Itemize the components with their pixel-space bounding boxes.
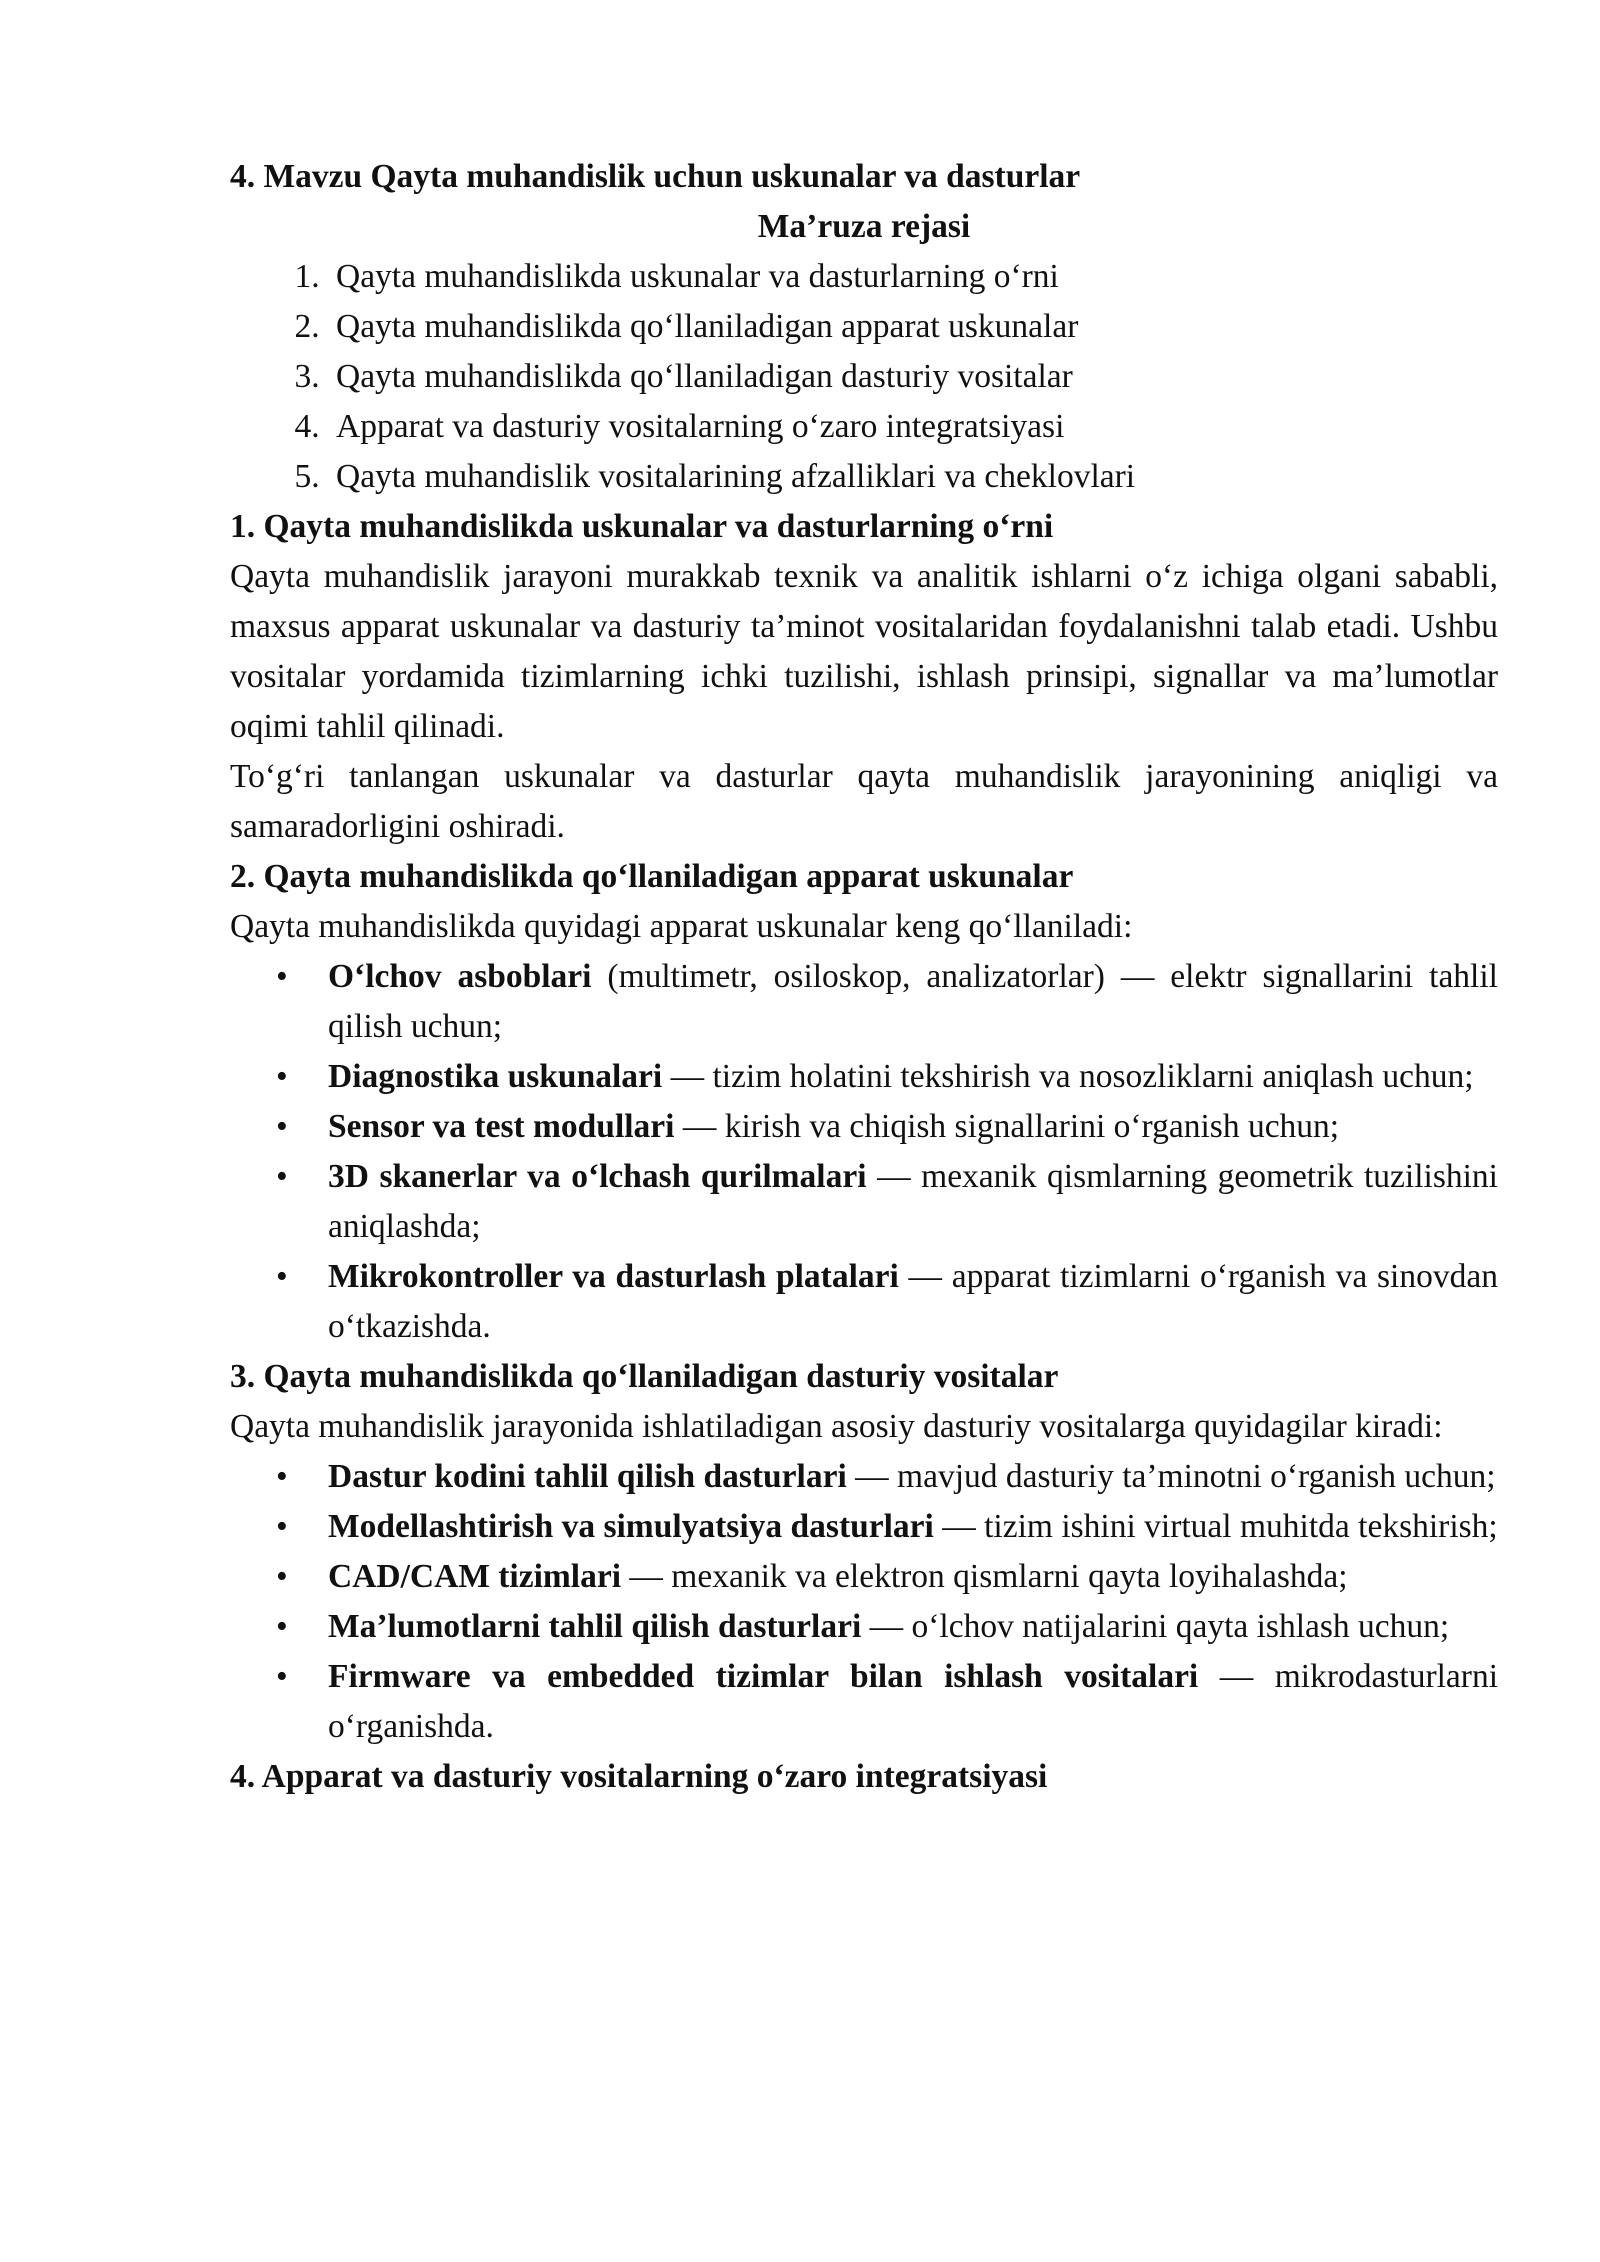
list-item xyxy=(328,1252,1498,1352)
list-item xyxy=(328,952,1498,1052)
plan-item: 2. Qayta muhandislikda qo‘llaniladigan apparat uskunalar xyxy=(328,302,1498,352)
section-3-intro: Qayta muhandislik jarayonida ishlatiladigan asosiy dasturiy vositalarga quyidagilar kiradi: xyxy=(230,1408,1443,1445)
list-item xyxy=(328,1552,1498,1602)
list-item-desc: — mikrodasturlarni o‘rganishda. xyxy=(328,1658,1498,1745)
list-item-term: Mikrokontroller va dasturlash platalari xyxy=(328,1258,899,1295)
list-item-term: Sensor va test modullari xyxy=(328,1108,675,1145)
plan-item: 5. Qayta muhandislik vositalarining afzalliklari va cheklovlari xyxy=(328,452,1498,502)
list-item-desc: — tizim ishini virtual muhitda tekshirish; xyxy=(933,1508,1498,1545)
plan-heading: Ma’ruza rejasi xyxy=(757,208,971,245)
software-list xyxy=(230,1452,1498,1752)
plan-item: 1. Qayta muhandislikda uskunalar va dasturlarning o‘rni xyxy=(328,252,1498,302)
list-item-desc: — tizim holatini tekshirish va nosozliklarni aniqlash uchun; xyxy=(662,1058,1474,1095)
list-item xyxy=(328,1452,1498,1502)
list-item xyxy=(328,1152,1498,1252)
section-2-heading: 2. Qayta muhandislikda qo‘llaniladigan apparat uskunalar xyxy=(230,858,1074,895)
document-title: 4. Mavzu Qayta muhandislik uchun uskunalar va dasturlar xyxy=(230,158,1081,195)
list-item-desc: — mavjud dasturiy ta’minotni o‘rganish uchun; xyxy=(846,1458,1496,1495)
list-item xyxy=(328,1602,1498,1652)
plan-item: 3. Qayta muhandislikda qo‘llaniladigan dasturiy vositalar xyxy=(328,352,1498,402)
list-item-desc: — mexanik va elektron qismlarni qayta loyihalashda; xyxy=(621,1558,1348,1595)
hardware-list xyxy=(230,952,1498,1352)
list-item-desc: — apparat tizimlarni o‘rganish va sinovdan o‘tkazishda. xyxy=(328,1258,1498,1345)
list-item-term: 3D skanerlar va o‘lchash qurilmalari xyxy=(328,1158,867,1195)
section-1-paragraph: Qayta muhandislik jarayoni murakkab texnik va analitik ishlarni o‘z ichiga olgani sababli, maxsus apparat uskunalar va dasturiy ta’minot vositalaridan foydalanishni talab etadi. Ushbu vositalar yordamida tizimlarning ichki tuzilishi, ishlash prinsipi, signallar va ma’lumotlar oqimi tahlil qilinadi. xyxy=(230,558,1498,745)
list-item xyxy=(328,1052,1498,1102)
list-item xyxy=(328,1502,1498,1552)
list-item-term: O‘lchov asboblari xyxy=(328,958,592,995)
list-item-term: Firmware va embedded tizimlar bilan ishlash vositalari xyxy=(328,1658,1199,1695)
section-1-paragraph: To‘g‘ri tanlangan uskunalar va dasturlar qayta muhandislik jarayonining aniqligi va samaradorligini oshiradi. xyxy=(230,758,1498,845)
list-item-desc: — o‘lchov natijalarini qayta ishlash uchun; xyxy=(861,1608,1450,1645)
list-item-term: Dastur kodini tahlil qilish dasturlari xyxy=(328,1458,847,1495)
section-4-heading: 4. Apparat va dasturiy vositalarning o‘zaro integratsiyasi xyxy=(230,1758,1048,1795)
list-item xyxy=(328,1652,1498,1752)
section-3-heading: 3. Qayta muhandislikda qo‘llaniladigan dasturiy vositalar xyxy=(230,1358,1059,1395)
list-item-desc: — mexanik qismlarning geometrik tuzilishini aniqlashda; xyxy=(328,1158,1498,1245)
document-page xyxy=(230,152,1498,1802)
list-item-desc: (multimetr, osiloskop, analizatorlar) — elektr signallarini tahlil qilish uchun; xyxy=(328,958,1498,1045)
list-item xyxy=(328,1102,1498,1152)
list-item-term: Modellashtirish va simulyatsiya dasturlari xyxy=(328,1508,934,1545)
section-1-heading: 1. Qayta muhandislikda uskunalar va dasturlarning o‘rni xyxy=(230,508,1054,545)
plan-list xyxy=(230,252,1498,502)
plan-item: 4. Apparat va dasturiy vositalarning o‘zaro integratsiyasi xyxy=(328,402,1498,452)
list-item-term: Ma’lumotlarni tahlil qilish dasturlari xyxy=(328,1608,862,1645)
section-2-intro: Qayta muhandislikda quyidagi apparat uskunalar keng qo‘llaniladi: xyxy=(230,908,1133,945)
list-item-term: Diagnostika uskunalari xyxy=(328,1058,663,1095)
list-item-term: CAD/CAM tizimlari xyxy=(328,1558,622,1595)
list-item-desc: — kirish va chiqish signallarini o‘rganish uchun; xyxy=(674,1108,1340,1145)
